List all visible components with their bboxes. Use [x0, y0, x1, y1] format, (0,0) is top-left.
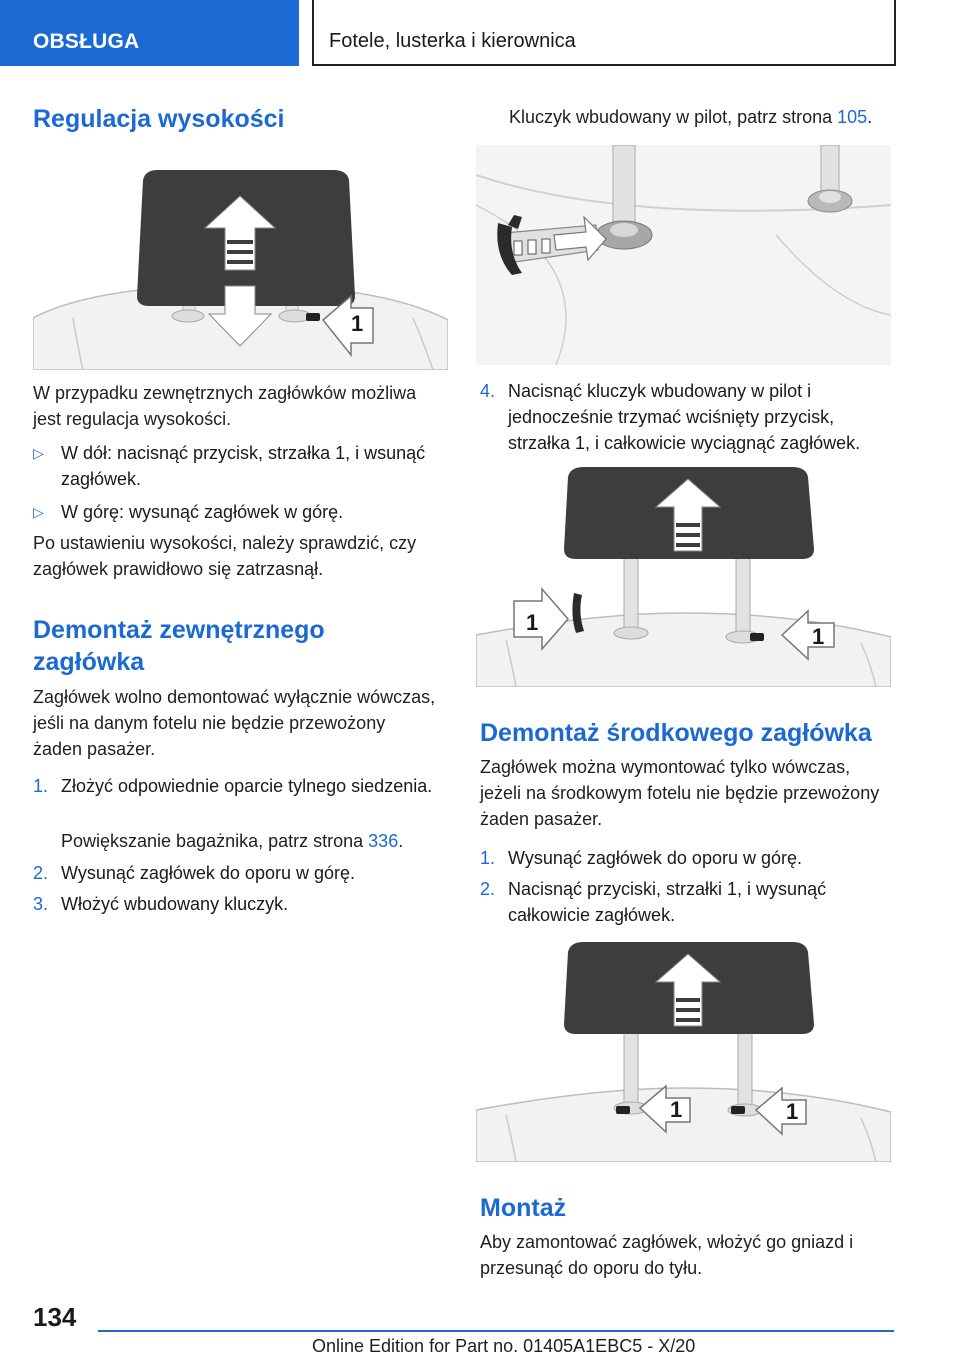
heading-remove-center: Demontaż środkowego zagłówka [480, 719, 872, 747]
figure-callout-1: 1 [526, 610, 539, 635]
heading-mount: Montaż [480, 1194, 567, 1222]
step-number: 2. [33, 863, 49, 883]
step-right-2 [480, 876, 895, 928]
bullet-up-text: W górę: wysunąć zagłówek w górę. [61, 502, 344, 522]
header-chapter-box [312, 0, 896, 66]
figure-callout-1: 1 [670, 1097, 683, 1122]
figure-callout-1: 1 [351, 311, 364, 336]
header-section-tab [0, 0, 299, 66]
step-text: Wysunąć zagłówek do oporu w górę. [508, 848, 802, 868]
page-number: 134 [33, 1302, 77, 1332]
footer-edition: Online Edition for Part no. 01405A1EBC5 - X/20 [312, 1336, 696, 1356]
step-left-3 [33, 891, 448, 917]
step-number: 3. [33, 894, 49, 914]
step-number: 1. [33, 776, 49, 796]
text-mount: Aby zamontować zagłówek, włożyć go gniazd i przesunąć do oporu do tyłu. [480, 1232, 854, 1278]
link-page-105[interactable]: 105 [837, 107, 868, 127]
step-right-4 [480, 378, 895, 456]
step-text: Złożyć odpowiednie oparcie tylnego siedzenia. [61, 776, 433, 796]
bullet-down [33, 440, 448, 492]
step-text: Włożyć wbudowany kluczyk. [61, 894, 289, 914]
step-left-1 [33, 773, 448, 799]
text-remove-outer: Zagłówek wolno demontować wyłącznie wówczas, jeśli na danym fotelu nie będzie przewożony żaden pasażer. [33, 687, 436, 759]
step-text: Nacisnąć przyciski, strzałki 1, i wysunąć całkowicie zagłówek. [508, 879, 827, 925]
footer-rule [98, 1330, 894, 1332]
step-number: 2. [480, 879, 496, 899]
figure-headrest-height [33, 168, 448, 370]
key-ref-text: Kluczyk wbudowany w pilot, patrz strona [509, 107, 838, 127]
key-ref-end: . [867, 107, 873, 127]
figure-callout-1: 1 [812, 624, 825, 649]
step-number: 1. [480, 848, 496, 868]
step1-ref-end: . [398, 831, 404, 851]
figure-headrest-remove-center [476, 940, 891, 1162]
text-height-intro: W przypadku zewnętrznych zagłówków możliwa jest regulacja wysokości. [33, 383, 417, 429]
heading-remove-outer: Demontaż zewnętrznego zagłówka [33, 616, 325, 676]
step1-ref-text: Powiększanie bagażnika, patrz strona [61, 831, 369, 851]
figure-callout-1: 1 [786, 1099, 799, 1124]
figure-headrest-remove-outer [476, 465, 891, 687]
step-number: 4. [480, 381, 496, 401]
bullet-marker: ▷ [33, 504, 44, 520]
header-section-label: OBSŁUGA [33, 30, 140, 53]
text-remove-center: Zagłówek można wymontować tylko wówczas, jeżeli na środkowym fotelu nie będzie przewożony żaden pasażer. [480, 757, 880, 829]
link-page-336[interactable]: 336 [368, 831, 399, 851]
bullet-up [33, 499, 448, 525]
bullet-down-text: W dół: nacisnąć przycisk, strzałka 1, i wsunąć zagłówek. [61, 443, 426, 489]
step-left-2 [33, 860, 448, 886]
heading-height-adjust: Regulacja wysokości [33, 105, 285, 133]
key-reference [509, 104, 899, 130]
step-text: Nacisnąć kluczyk wbudowany w pilot i jednocześnie trzymać wciśnięty przycisk, strzałka 1, i całkowicie wyciągnąć zagłówek. [508, 381, 861, 453]
step-text: Wysunąć zagłówek do oporu w górę. [61, 863, 355, 883]
figure-key-insert [476, 145, 891, 365]
bullet-marker: ▷ [33, 445, 44, 461]
header-chapter-title: Fotele, lusterka i kierownica [329, 30, 576, 52]
step1-reference [61, 828, 451, 854]
step-right-1 [480, 845, 895, 871]
text-height-check: Po ustawieniu wysokości, należy sprawdzić, czy zagłówek prawidłowo się zatrzasnął. [33, 533, 417, 579]
